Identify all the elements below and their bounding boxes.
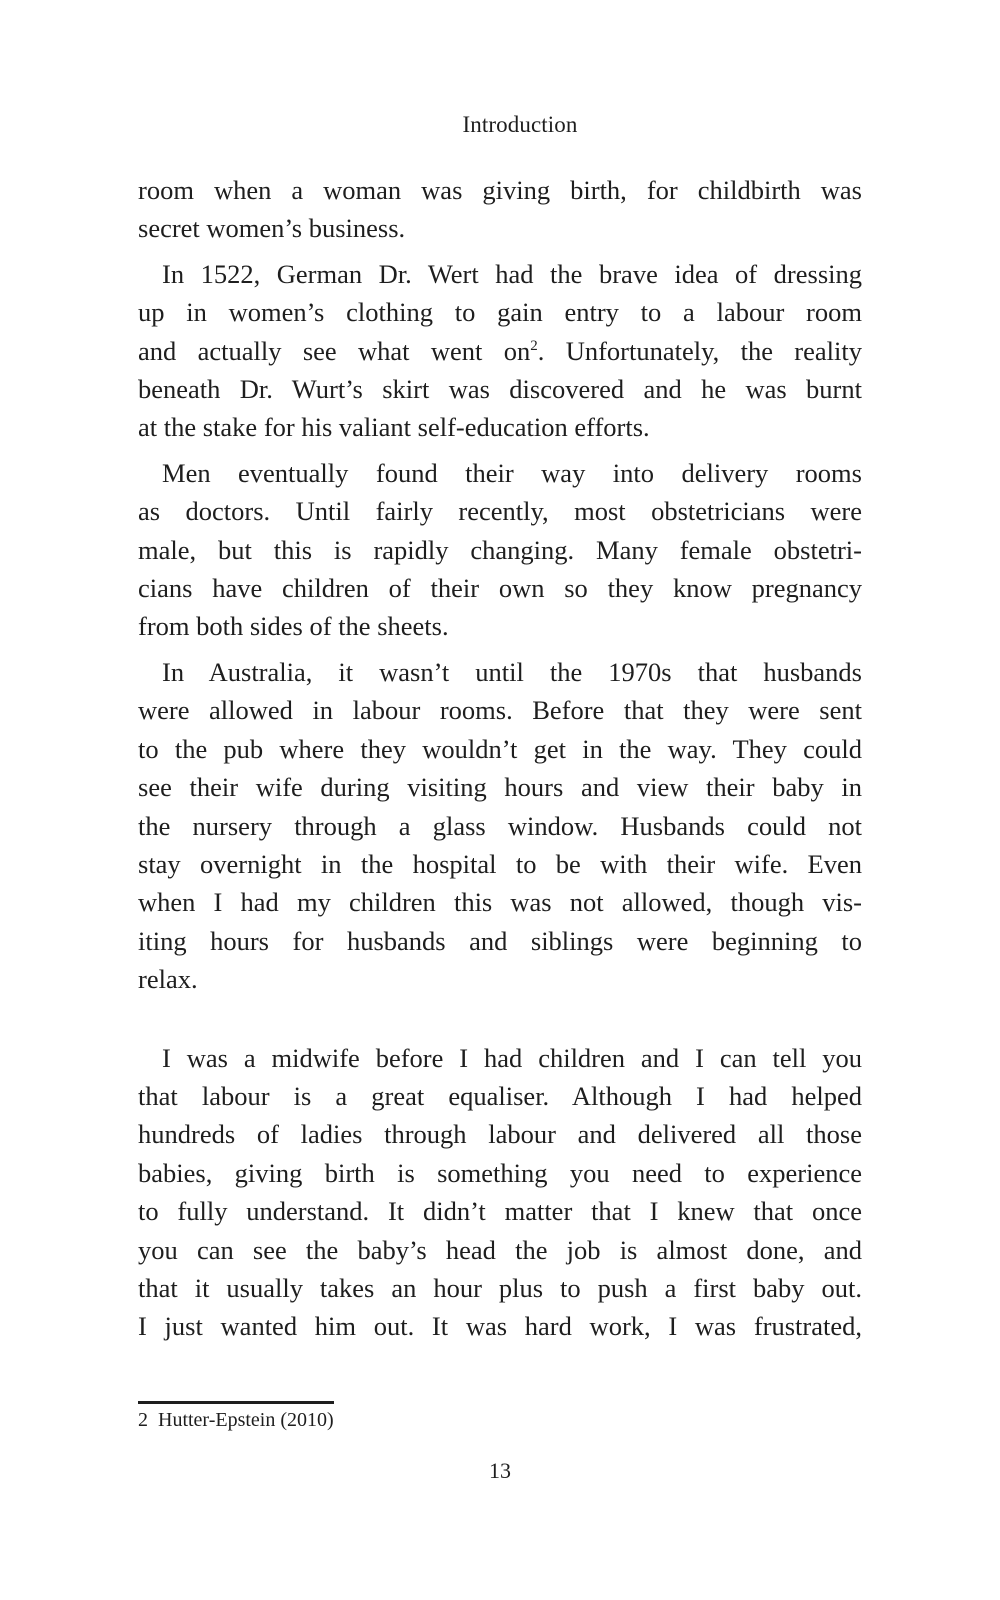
footnote (138, 1407, 334, 1433)
text-line: hundreds of ladies through labour and delivered all those (138, 1119, 862, 1150)
footnote-number: 2 (138, 1409, 148, 1431)
text-line: that labour is a great equaliser. Although I had helped (138, 1080, 862, 1111)
text-line: the nursery through a glass window. Husbands could not (138, 810, 862, 841)
paragraph-1 (138, 171, 862, 248)
text-line: In Australia, it wasn’t until the 1970s that husbands (162, 656, 862, 687)
text-line: stay overnight in the hospital to be with their wife. Even (138, 848, 862, 879)
paragraph-5 (138, 1039, 862, 1346)
text-line: were allowed in labour rooms. Before that they were sent (138, 695, 862, 726)
paragraph-2 (138, 255, 862, 447)
text-line: babies, giving birth is something you need to experience (138, 1157, 862, 1188)
text-line: see their wife during visiting hours and view their baby in (138, 772, 862, 803)
page-number: 13 (489, 1458, 511, 1483)
text-line: to the pub where they wouldn’t get in the way. They could (138, 733, 862, 764)
paragraph-3 (138, 454, 862, 646)
text-line: iting hours for husbands and siblings were beginning to (138, 925, 862, 956)
text-line: as doctors. Until fairly recently, most obstetricians were (138, 496, 862, 527)
text-line: Men eventually found their way into delivery rooms (162, 457, 862, 488)
text-line: to fully understand. It didn’t matter that I knew that once (138, 1196, 862, 1227)
text-line: relax. (138, 964, 198, 995)
footnote-divider (138, 1401, 334, 1404)
text-line: I was a midwife before I had children and I can tell you (162, 1042, 862, 1073)
text-line: room when a woman was giving birth, for childbirth was (138, 175, 862, 205)
text-line: up in women’s clothing to gain entry to a labour room (138, 297, 862, 328)
text-segment: . Unfortunately, the reality (537, 335, 862, 366)
text-line: cians have children of their own so they know pregnancy (138, 573, 862, 604)
text-line: male, but this is rapidly changing. Many female obstetri- (138, 534, 862, 565)
text-line: that it usually takes an hour plus to push a first baby out. (138, 1272, 862, 1303)
text-line: at the stake for his valiant self-education efforts. (138, 412, 650, 443)
text-line: you can see the baby’s head the job is almost done, and (138, 1234, 862, 1265)
running-head-title: Introduction (462, 112, 578, 137)
text-line: from both sides of the sheets. (138, 611, 449, 642)
text-line: secret women’s business. (138, 213, 406, 244)
body-text (138, 171, 862, 1353)
text-line-with-footnote (138, 332, 862, 370)
text-segment: and actually see what went on (138, 335, 531, 366)
footnote-text: Hutter-Epstein (2010) (158, 1409, 334, 1431)
paragraph-4 (138, 653, 862, 999)
text-line: when I had my children this was not allowed, though vis- (138, 887, 862, 918)
text-line: I just wanted him out. It was hard work, I was frustrated, (138, 1311, 862, 1342)
text-line: beneath Dr. Wurt’s skirt was discovered and he was burnt (138, 374, 862, 405)
footnote-reference[interactable]: 2 (530, 337, 538, 354)
text-line: In 1522, German Dr. Wert had the brave idea of dressing (162, 258, 862, 289)
